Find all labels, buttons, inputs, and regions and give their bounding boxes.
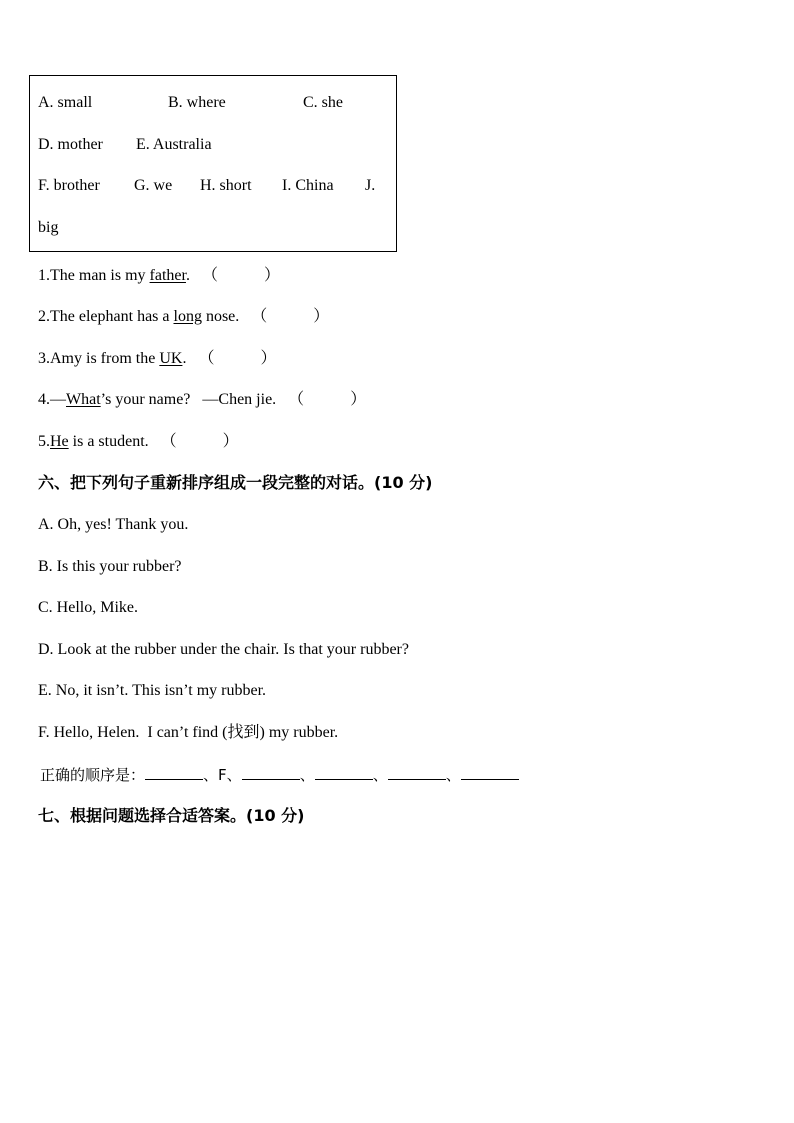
order-blank-2[interactable] <box>242 765 300 780</box>
order-label: 正确的顺序是： <box>40 766 146 784</box>
option-g: G. we <box>134 177 173 194</box>
order-blank-1[interactable] <box>145 765 203 780</box>
question-2 <box>38 307 329 327</box>
underlined-word: long <box>173 308 202 325</box>
question-text: ’s your name? —Chen jie. <box>100 391 277 408</box>
option-d: D. mother <box>38 136 103 153</box>
question-3 <box>38 349 276 369</box>
answer-paren-close: ） <box>263 267 280 284</box>
order-given: F <box>218 766 227 784</box>
question-text: The elephant has a <box>50 308 174 325</box>
separator: 、 <box>299 766 315 784</box>
answer-paren-close: ） <box>350 391 367 408</box>
question-text: Amy is from the <box>50 350 160 367</box>
answer-paren-close: ） <box>222 433 239 450</box>
sentence-f: F. Hello, Helen. I can’t find (找到) my rubber. <box>38 724 339 741</box>
question-number: 2. <box>38 308 50 325</box>
answer-paren-open: （ <box>201 267 218 284</box>
answer-paren-open: （ <box>198 350 215 367</box>
sentence-d: D. Look at the rubber under the chair. Is that your rubber? <box>38 641 409 658</box>
section-6-heading: 六、把下列句子重新排序组成一段完整的对话。(10 分) <box>38 473 433 492</box>
underlined-word: father <box>149 267 186 284</box>
order-blank-4[interactable] <box>388 765 446 780</box>
question-text: The man is my <box>50 267 150 284</box>
option-h: H. short <box>200 177 252 194</box>
order-answer-row <box>40 765 519 785</box>
order-blank-5[interactable] <box>461 765 519 780</box>
section-7-heading: 七、根据问题选择合适答案。(10 分) <box>38 806 305 825</box>
separator: 、 <box>445 766 461 784</box>
underlined-word: He <box>50 433 69 450</box>
question-number: 1. <box>38 267 50 284</box>
word-option-box <box>29 75 397 252</box>
question-text: . <box>182 350 187 367</box>
question-4 <box>38 390 366 410</box>
separator: 、 <box>203 766 219 784</box>
option-c: C. she <box>303 94 343 111</box>
option-j-word: big <box>38 219 59 236</box>
answer-paren-close: ） <box>313 308 330 325</box>
option-f: F. brother <box>38 177 100 194</box>
question-1 <box>38 266 280 286</box>
answer-paren-close: ） <box>260 350 277 367</box>
question-number: 4. <box>38 391 50 408</box>
separator: 、 <box>372 766 388 784</box>
question-text: — <box>50 391 66 408</box>
answer-paren-open: （ <box>288 391 305 408</box>
option-i: I. China <box>282 177 334 194</box>
question-text: . <box>185 267 190 284</box>
option-a: A. small <box>38 94 93 111</box>
sentence-c: C. Hello, Mike. <box>38 599 138 616</box>
underlined-word: What <box>66 391 101 408</box>
question-number: 3. <box>38 350 50 367</box>
order-blank-3[interactable] <box>315 765 373 780</box>
question-number: 5. <box>38 433 50 450</box>
underlined-word: UK <box>159 350 183 367</box>
option-e: E. Australia <box>136 136 212 153</box>
sentence-a: A. Oh, yes! Thank you. <box>38 516 189 533</box>
sentence-b: B. Is this your rubber? <box>38 558 182 575</box>
question-text: nose. <box>201 308 240 325</box>
sentence-e: E. No, it isn’t. This isn’t my rubber. <box>38 682 267 699</box>
question-text: is a student. <box>68 433 149 450</box>
option-j: J. <box>365 177 376 194</box>
question-5 <box>38 432 239 452</box>
answer-paren-open: （ <box>160 433 177 450</box>
answer-paren-open: （ <box>251 308 268 325</box>
separator: 、 <box>226 766 242 784</box>
option-b: B. where <box>168 94 226 111</box>
